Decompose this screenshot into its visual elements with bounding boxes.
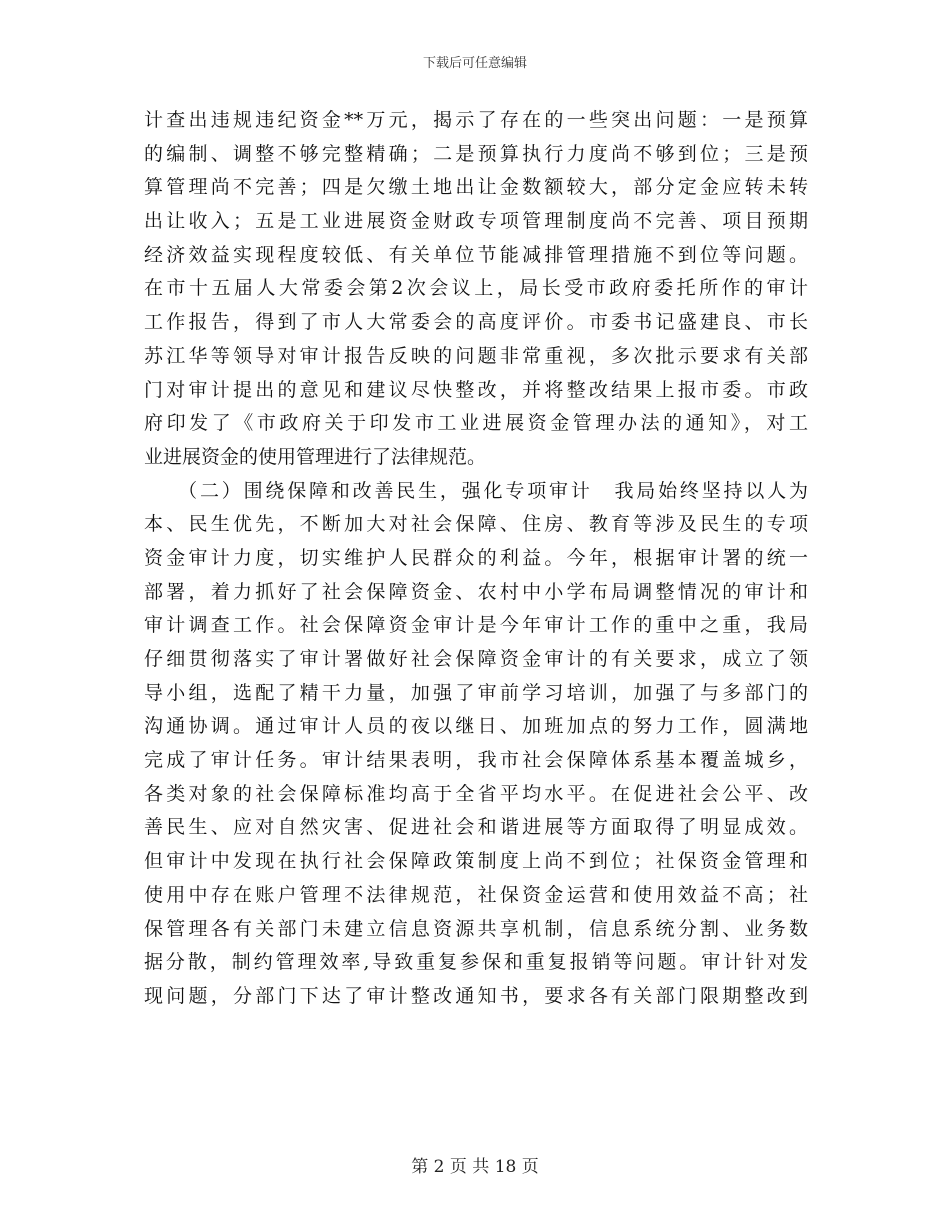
body-line: 本、民生优先，不断加大对社会保障、住房、教育等涉及民生的专项 <box>144 513 808 536</box>
page-number-footer: 第 2 页 共 18 页 <box>411 1157 539 1177</box>
body-line: 据分散，制约管理效率,导致重复参保和重复报销等问题。审计针对发 <box>144 951 808 974</box>
body-line: 算管理尚不完善；四是欠缴土地出让金数额较大，部分定金应转未转 <box>144 176 808 199</box>
body-line: 经济效益实现程度较低、有关单位节能减排管理措施不到位等问题。 <box>144 243 808 266</box>
body-line: 保管理各有关部门未建立信息资源共享机制，信息系统分割、业务数 <box>144 917 808 940</box>
document-body <box>144 104 808 1014</box>
body-line: 导小组，选配了精干力量，加强了审前学习培训，加强了与多部门的 <box>144 681 808 704</box>
body-line: 部署，着力抓好了社会保障资金、农村中小学布局调整情况的审计和 <box>144 580 808 603</box>
body-line: 完成了审计任务。审计结果表明，我市社会保障体系基本覆盖城乡， <box>144 749 808 772</box>
body-line: 但审计中发现在执行社会保障政策制度上尚不到位；社保资金管理和 <box>144 850 808 873</box>
body-line: 审计调查工作。社会保障资金审计是今年审计工作的重中之重，我局 <box>144 614 808 637</box>
body-line: 仔细贯彻落实了审计署做好社会保障资金审计的有关要求，成立了领 <box>144 648 808 670</box>
body-line: 苏江华等领导对审计报告反映的问题非常重视，多次批示要求有关部 <box>144 344 808 367</box>
body-line: 沟通协调。通过审计人员的夜以继日、加班加点的努力工作，圆满地 <box>144 715 808 738</box>
body-line: 的编制、调整不够完整精确；二是预算执行力度尚不够到位；三是预 <box>144 142 808 165</box>
body-line: 使用中存在账户管理不法律规范，社保资金运营和使用效益不高；社 <box>144 883 808 906</box>
body-line: 工作报告，得到了市人大常委会的高度评价。市委书记盛建良、市长 <box>144 311 808 334</box>
body-line: 计查出违规违纪资金**万元，揭示了存在的一些突出问题：一是预算 <box>144 109 808 131</box>
body-line-paragraph-end: 业进展资金的使用管理进行了法律规范。 <box>144 445 487 468</box>
body-line: 资金审计力度，切实维护人民群众的利益。今年，根据审计署的统一 <box>144 546 808 569</box>
body-line: 现问题，分部门下达了审计整改通知书，要求各有关部门限期整改到 <box>144 984 808 1007</box>
body-line: 门对审计提出的意见和建议尽快整改，并将整改结果上报市委。市政 <box>144 378 808 401</box>
body-line: 出让收入；五是工业进展资金财政专项管理制度尚不完善、项目预期 <box>144 210 808 233</box>
body-line: 各类对象的社会保障标准均高于全省平均水平。在促进社会公平、改 <box>144 782 808 805</box>
body-line: 府印发了《市政府关于印发市工业进展资金管理办法的通知》，对工 <box>144 412 808 435</box>
section-heading-line: （二）围绕保障和改善民生，强化专项审计 我局始终坚持以人为 <box>144 479 808 502</box>
body-line: 在市十五届人大常委会第2次会议上，局长受市政府委托所作的审计 <box>144 277 808 300</box>
body-line: 善民生、应对自然灾害、促进社会和谐进展等方面取得了明显成效。 <box>144 816 808 839</box>
page-header-note: 下载后可任意编辑 <box>422 56 527 71</box>
